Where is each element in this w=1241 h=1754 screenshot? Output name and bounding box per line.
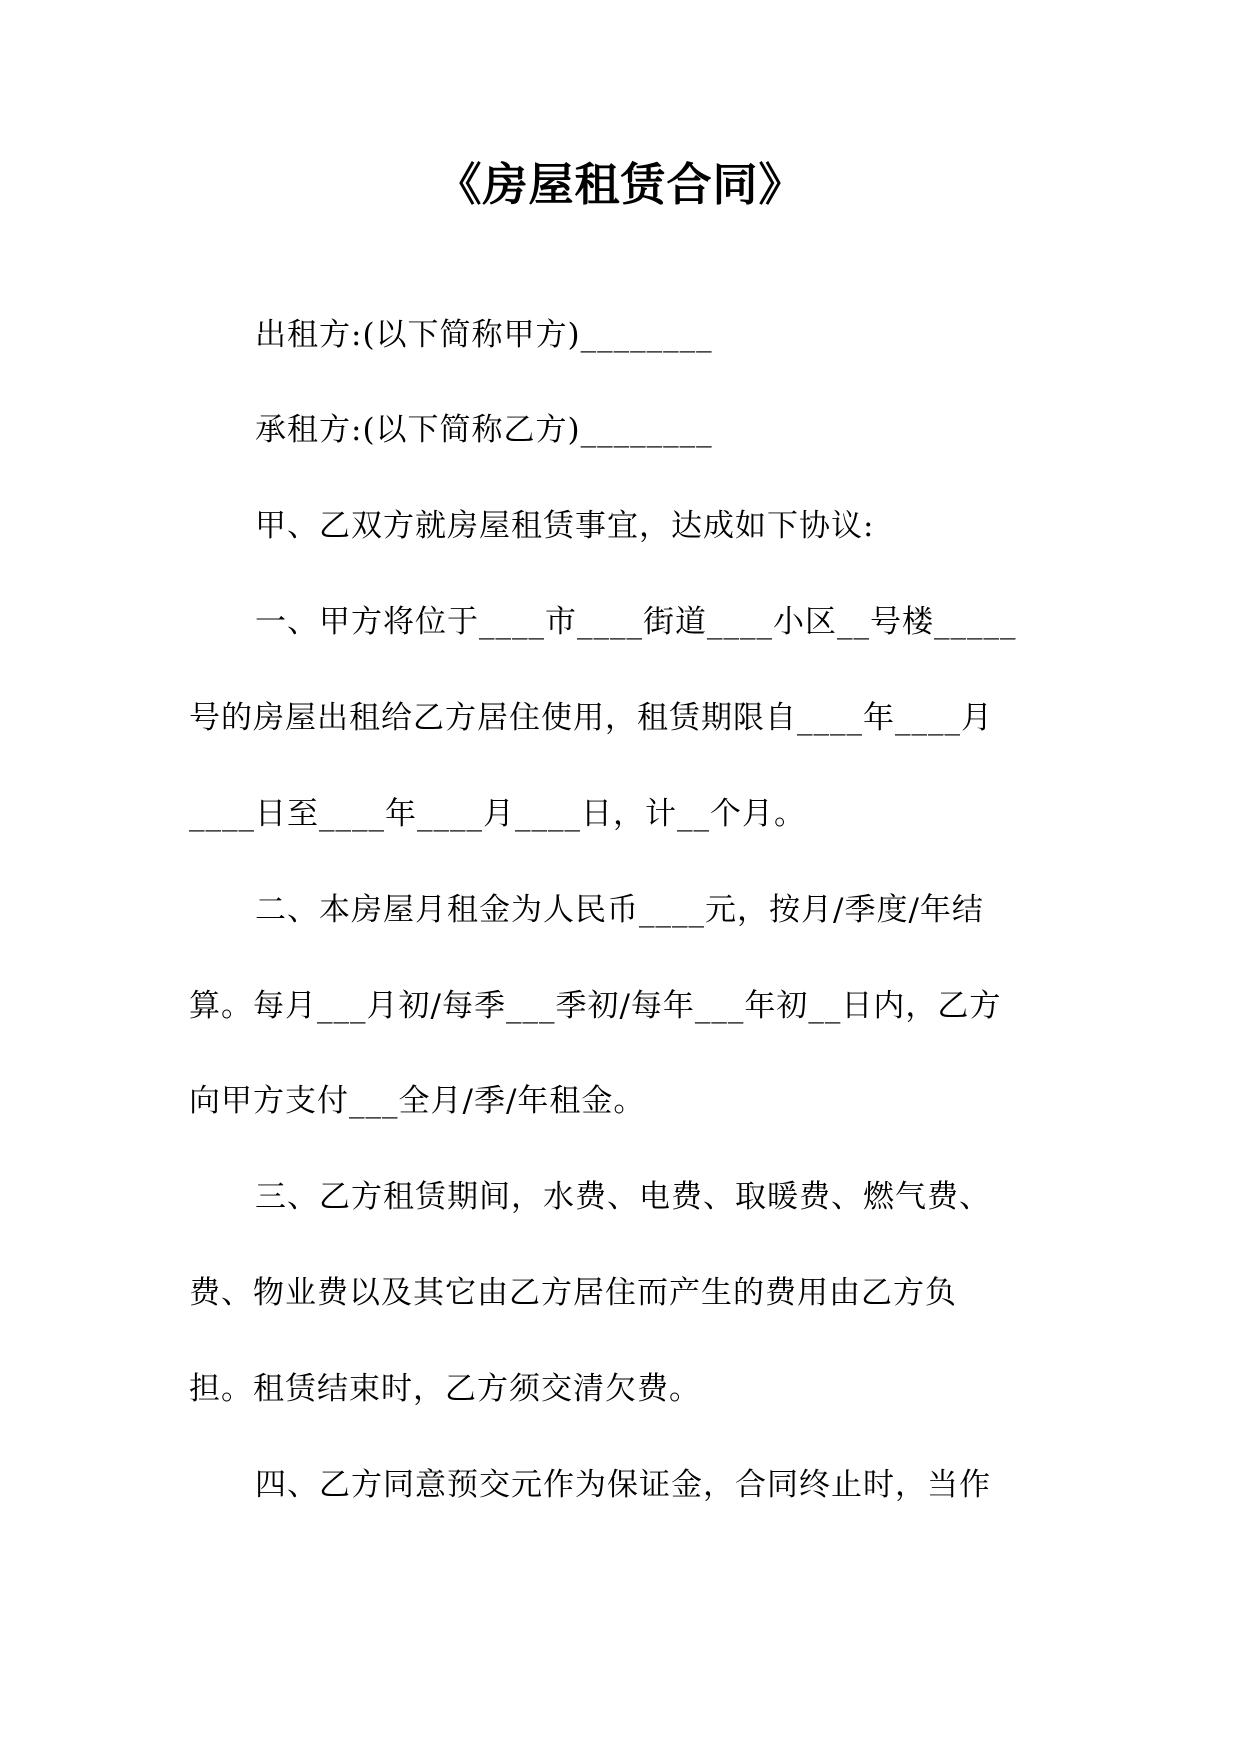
clause-2-line-3: 向甲方支付___全月/季/年租金。 [189, 1083, 646, 1119]
lessor-line: 出租方:(以下简称甲方)________ [255, 317, 713, 353]
clause-3-line-3: 担。租赁结束时，乙方须交清欠费。 [189, 1371, 701, 1407]
clause-2-line-2: 算。每月___月初/每季___季初/每年___年初__日内，乙方 [189, 988, 1002, 1024]
clause-1-line-3: ____日至____年____月____日，计__个月。 [189, 796, 806, 832]
document-title: 《房屋租赁合同》 [436, 158, 805, 211]
clause-3-line-1: 三、乙方租赁期间，水费、电费、取暖费、燃气费、 [255, 1179, 991, 1215]
clause-1-line-2: 号的房屋出租给乙方居住使用，租赁期限自____年____月 [189, 700, 993, 736]
clause-2-line-1: 二、本房屋月租金为人民币____元，按月/季度/年结 [255, 892, 984, 928]
clause-3-line-2: 费、物业费以及其它由乙方居住而产生的费用由乙方负 [189, 1275, 957, 1311]
lessee-line: 承租方:(以下简称乙方)________ [255, 412, 713, 448]
clause-1-line-1: 一、甲方将位于____市____街道____小区__号楼_____ [255, 604, 1017, 640]
agreement-intro: 甲、乙双方就房屋租赁事宜，达成如下协议: [255, 508, 875, 544]
clause-4-line-1: 四、乙方同意预交元作为保证金，合同终止时，当作 [255, 1467, 991, 1503]
